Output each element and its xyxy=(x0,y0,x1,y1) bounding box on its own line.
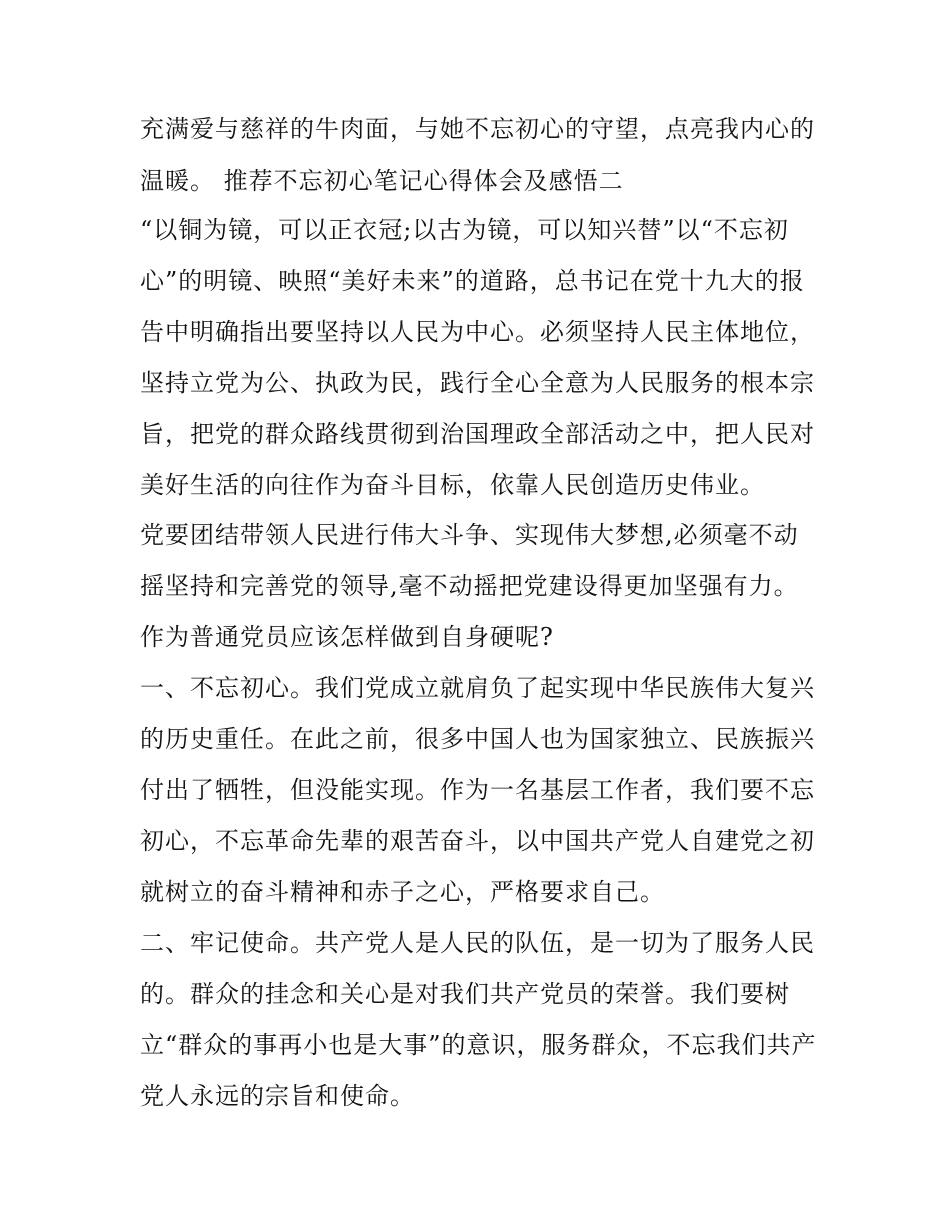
text-line: 一、不忘初心。我们党成立就肩负了起实现中华民族伟大复兴 xyxy=(140,674,815,702)
text-line: 心”的明镜、映照“美好未来”的道路，总书记在党十九大的报 xyxy=(140,267,805,295)
text-line: 的历史重任。在此之前，很多中国人也为国家独立、民族振兴 xyxy=(140,725,815,753)
text-line: 温暖。 推荐不忘初心笔记心得体会及感悟二 xyxy=(140,167,624,195)
text-line: 告中明确指出要坚持以人民为中心。必须坚持人民主体地位， xyxy=(140,318,815,346)
text-line: 美好生活的向往作为奋斗目标，依靠人民创造历史伟业。 xyxy=(140,471,765,499)
text-line: 党人永远的宗旨和使命。 xyxy=(140,1082,415,1110)
text-line: 旨，把党的群众路线贯彻到治国理政全部活动之中，把人民对 xyxy=(140,420,815,448)
text-line: 付出了牺牲，但没能实现。作为一名基层工作者，我们要不忘 xyxy=(140,776,815,804)
text-line: 二、牢记使命。共产党人是人民的队伍，是一切为了服务人民 xyxy=(140,929,815,957)
text-line: 初心，不忘革命先辈的艰苦奋斗，以中国共产党人自建党之初 xyxy=(140,827,815,855)
text-line: 坚持立党为公、执政为民，践行全心全意为人民服务的根本宗 xyxy=(140,369,815,397)
text-line: 的。群众的挂念和关心是对我们共产党员的荣誉。我们要树 xyxy=(140,980,790,1008)
text-line: 立“群众的事再小也是大事”的意识，服务群众，不忘我们共产 xyxy=(140,1031,817,1059)
text-line: “以铜为镜，可以正衣冠;以古为镜，可以知兴替”以“不忘初 xyxy=(140,216,789,244)
text-line: 摇坚持和完善党的领导,毫不动摇把党建设得更加坚强有力。 xyxy=(140,572,799,600)
text-line: 党要团结带领人民进行伟大斗争、实现伟大梦想,必须毫不动 xyxy=(140,521,799,549)
text-line: 充满爱与慈祥的牛肉面，与她不忘初心的守望，点亮我内心的 xyxy=(140,115,815,143)
text-line: 作为普通党员应该怎样做到自身硬呢? xyxy=(140,623,554,651)
text-line: 就树立的奋斗精神和赤子之心，严格要求自己。 xyxy=(140,878,665,906)
